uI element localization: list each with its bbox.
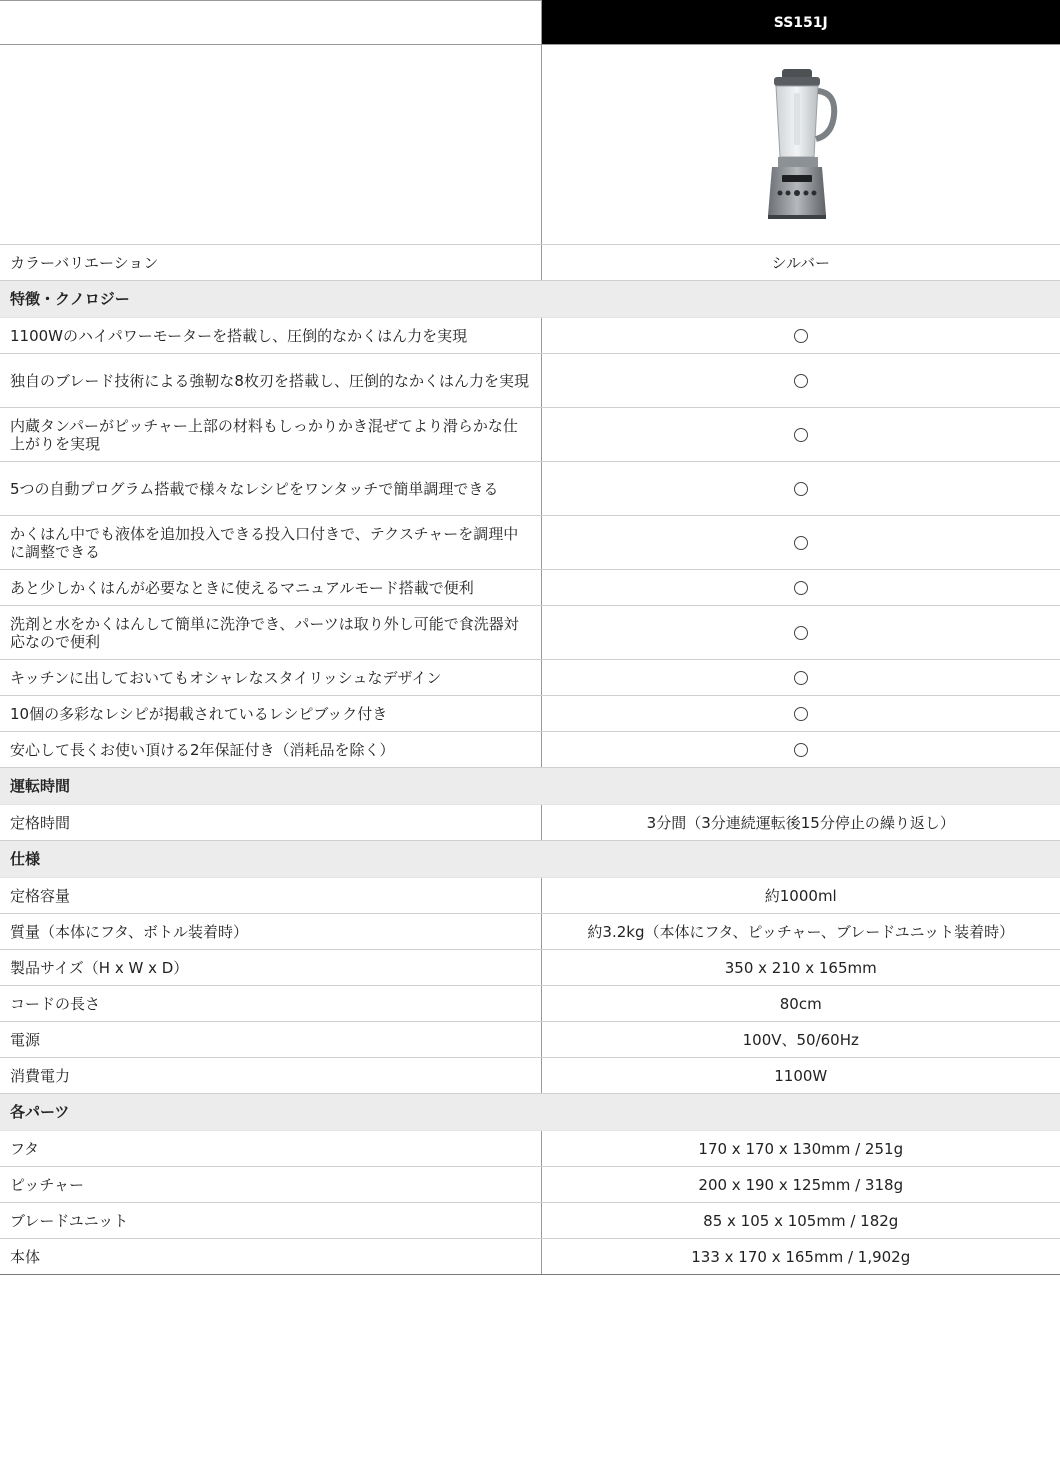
feature-row bbox=[0, 516, 1060, 570]
parts-row bbox=[0, 1203, 1060, 1239]
spec-value: 約1000ml bbox=[541, 878, 1060, 914]
feature-label: あと少しかくはんが必要なときに使えるマニュアルモード搭載で便利 bbox=[0, 570, 541, 606]
circle-mark-icon bbox=[794, 329, 808, 343]
spec-value: 約3.2kg（本体にフタ、ピッチャー、ブレードユニット装着時） bbox=[541, 914, 1060, 950]
circle-mark-icon bbox=[794, 581, 808, 595]
feature-label: 10個の多彩なレシピが掲載されているレシピブック付き bbox=[0, 696, 541, 732]
feature-check bbox=[541, 570, 1060, 606]
parts-row bbox=[0, 1167, 1060, 1203]
parts-label: ピッチャー bbox=[0, 1167, 541, 1203]
feature-check bbox=[541, 318, 1060, 354]
circle-mark-icon bbox=[794, 743, 808, 757]
feature-row bbox=[0, 606, 1060, 660]
parts-label: 本体 bbox=[0, 1239, 541, 1275]
section-spec bbox=[0, 841, 1060, 878]
feature-check bbox=[541, 462, 1060, 516]
feature-row bbox=[0, 462, 1060, 516]
feature-check bbox=[541, 354, 1060, 408]
spec-label: 製品サイズ（H x W x D） bbox=[0, 950, 541, 986]
feature-label: かくはん中でも液体を追加投入できる投入口付きで、テクスチャーを調理中に調整できる bbox=[0, 516, 541, 570]
image-empty-cell bbox=[0, 45, 541, 245]
color-label: カラーバリエーション bbox=[0, 245, 541, 281]
section-heading: 仕様 bbox=[0, 841, 1060, 878]
parts-label: フタ bbox=[0, 1131, 541, 1167]
parts-label: ブレードユニット bbox=[0, 1203, 541, 1239]
model-name: SS151J bbox=[541, 1, 1060, 45]
spec-row bbox=[0, 914, 1060, 950]
section-parts bbox=[0, 1094, 1060, 1131]
feature-check bbox=[541, 516, 1060, 570]
feature-label: 5つの自動プログラム搭載で様々なレシピをワンタッチで簡単調理できる bbox=[0, 462, 541, 516]
feature-row bbox=[0, 660, 1060, 696]
feature-row bbox=[0, 570, 1060, 606]
circle-mark-icon bbox=[794, 428, 808, 442]
color-row bbox=[0, 245, 1060, 281]
parts-row bbox=[0, 1239, 1060, 1275]
spec-label: 質量（本体にフタ、ボトル装着時） bbox=[0, 914, 541, 950]
feature-row bbox=[0, 696, 1060, 732]
feature-row bbox=[0, 354, 1060, 408]
parts-value: 85 x 105 x 105mm / 182g bbox=[541, 1203, 1060, 1239]
section-heading: 各パーツ bbox=[0, 1094, 1060, 1131]
spec-label: コードの長さ bbox=[0, 986, 541, 1022]
spec-label: 定格容量 bbox=[0, 878, 541, 914]
feature-check bbox=[541, 606, 1060, 660]
feature-label: 内蔵タンパーがピッチャー上部の材料もしっかりかき混ぜてより滑らかな仕上がりを実現 bbox=[0, 408, 541, 462]
color-value: シルバー bbox=[541, 245, 1060, 281]
feature-check bbox=[541, 696, 1060, 732]
parts-row bbox=[0, 1131, 1060, 1167]
feature-check bbox=[541, 408, 1060, 462]
spec-value: 1100W bbox=[541, 1058, 1060, 1094]
spec-value: 80cm bbox=[541, 986, 1060, 1022]
blender-product-image bbox=[756, 65, 846, 225]
product-image-cell bbox=[541, 45, 1060, 245]
spec-row bbox=[0, 1022, 1060, 1058]
operation-label: 定格時間 bbox=[0, 805, 541, 841]
feature-label: 独自のブレード技術による強靭な8枚刃を搭載し、圧倒的なかくはん力を実現 bbox=[0, 354, 541, 408]
feature-row bbox=[0, 732, 1060, 768]
feature-label: キッチンに出しておいてもオシャレなスタイリッシュなデザイン bbox=[0, 660, 541, 696]
section-heading: 特徴・クノロジー bbox=[0, 281, 1060, 318]
header-empty-cell bbox=[0, 1, 541, 45]
feature-check bbox=[541, 732, 1060, 768]
spec-row bbox=[0, 986, 1060, 1022]
circle-mark-icon bbox=[794, 482, 808, 496]
operation-value: 3分間（3分連続運転後15分停止の繰り返し） bbox=[541, 805, 1060, 841]
image-row bbox=[0, 45, 1060, 245]
feature-row bbox=[0, 318, 1060, 354]
feature-label: 洗剤と水をかくはんして簡単に洗浄でき、パーツは取り外し可能で食洗器対応なので便利 bbox=[0, 606, 541, 660]
section-heading: 運転時間 bbox=[0, 768, 1060, 805]
spec-row bbox=[0, 878, 1060, 914]
operation-row bbox=[0, 805, 1060, 841]
header-row bbox=[0, 1, 1060, 45]
spec-label: 電源 bbox=[0, 1022, 541, 1058]
spec-row bbox=[0, 1058, 1060, 1094]
circle-mark-icon bbox=[794, 536, 808, 550]
spec-row bbox=[0, 950, 1060, 986]
parts-value: 200 x 190 x 125mm / 318g bbox=[541, 1167, 1060, 1203]
feature-check bbox=[541, 660, 1060, 696]
circle-mark-icon bbox=[794, 374, 808, 388]
circle-mark-icon bbox=[794, 671, 808, 685]
parts-value: 133 x 170 x 165mm / 1,902g bbox=[541, 1239, 1060, 1275]
spec-value: 350 x 210 x 165mm bbox=[541, 950, 1060, 986]
feature-label: 安心して長くお使い頂ける2年保証付き（消耗品を除く） bbox=[0, 732, 541, 768]
spec-label: 消費電力 bbox=[0, 1058, 541, 1094]
section-operation bbox=[0, 768, 1060, 805]
feature-row bbox=[0, 408, 1060, 462]
section-features bbox=[0, 281, 1060, 318]
spec-value: 100V、50/60Hz bbox=[541, 1022, 1060, 1058]
circle-mark-icon bbox=[794, 707, 808, 721]
parts-value: 170 x 170 x 130mm / 251g bbox=[541, 1131, 1060, 1167]
circle-mark-icon bbox=[794, 626, 808, 640]
feature-label: 1100Wのハイパワーモーターを搭載し、圧倒的なかくはん力を実現 bbox=[0, 318, 541, 354]
